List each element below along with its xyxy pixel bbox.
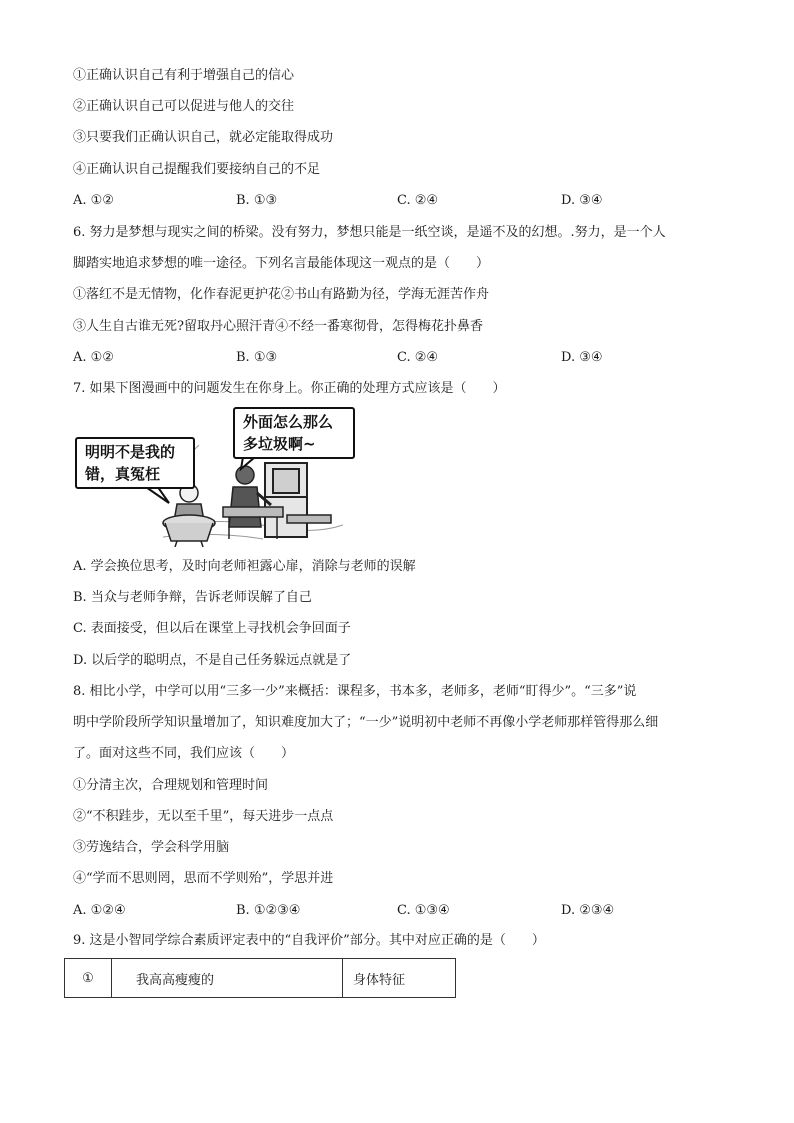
q5-item-1: ①正确认识自己有利于增强自己的信心 [73, 68, 295, 83]
q5-option-c[interactable]: C. ②④ [397, 193, 439, 208]
q8-option-d[interactable]: D. ②③④ [561, 903, 615, 918]
q6-item-2: ③人生自古谁无死?留取丹心照汗青④不经一番寒彻骨，怎得梅花扑鼻香 [73, 319, 483, 334]
q6-stem-line-2: 脚踏实地追求梦想的唯一途径。下列名言最能体现这一观点的是（ ） [73, 256, 490, 271]
q6-options [73, 349, 733, 367]
q5-option-d[interactable]: D. ③④ [561, 193, 603, 208]
q9-stem: 9. 这是小智同学综合素质评定表中的“自我评价”部分。其中对应正确的是（ ） [73, 933, 545, 948]
q8-option-a[interactable]: A. ①②④ [73, 903, 126, 918]
q5-item-4: ④正确认识自己提醒我们要接纳自己的不足 [73, 162, 321, 177]
comic-bubble-teacher: 外面怎么那么多垃圾啊~ [233, 407, 355, 459]
q8-item-2: ②“不积跬步，无以至千里”，每天进步一点点 [73, 809, 334, 824]
table-row [65, 959, 456, 998]
q6-option-d[interactable]: D. ③④ [561, 350, 603, 365]
self-evaluation-table [64, 958, 456, 998]
q5-option-b[interactable]: B. ①③ [236, 193, 278, 208]
q7-stem: 7. 如果下图漫画中的问题发生在你身上。你正确的处理方式应该是（ ） [73, 381, 506, 396]
q8-stem-line-1: 8. 相比小学，中学可以用“三多一少”来概括：课程多，书本多，老师多，老师“盯得少”。“三多”说 [73, 684, 637, 699]
q8-item-1: ①分清主次，合理规划和管理时间 [73, 778, 269, 793]
q7-option-c[interactable]: C. 表面接受，但以后在课堂上寻找机会争回面子 [73, 621, 351, 636]
q5-item-2: ②正确认识自己可以促进与他人的交往 [73, 99, 295, 114]
q6-option-a[interactable]: A. ①② [73, 350, 114, 365]
q6-option-c[interactable]: C. ②④ [397, 350, 439, 365]
q6-stem-line-1: 6. 努力是梦想与现实之间的桥梁。没有努力，梦想只能是一纸空谈，是遥不及的幻想。.努力，是一个人 [73, 225, 666, 240]
table-cell-category: 身体特征 [343, 959, 456, 998]
comic-bubble-student: 明明不是我的错，真冤枉 [75, 437, 195, 489]
table-cell-description: 我高高瘦瘦的 [112, 959, 343, 998]
q8-options [73, 902, 733, 920]
q8-item-3: ③劳逸结合，学会科学用脑 [73, 840, 230, 855]
table-cell-number: ① [65, 959, 112, 998]
q8-stem-line-3: 了。面对这些不同，我们应该（ ） [73, 746, 295, 761]
q7-option-b[interactable]: B. 当众与老师争辩，告诉老师误解了自己 [73, 590, 312, 605]
q8-option-b[interactable]: B. ①②③④ [236, 903, 301, 918]
comic-illustration [73, 407, 353, 547]
q5-options [73, 192, 733, 210]
q5-option-a[interactable]: A. ①② [73, 193, 114, 208]
q6-item-1: ①落红不是无情物，化作春泥更护花②书山有路勤为径，学海无涯苦作舟 [73, 287, 490, 302]
q8-stem-line-2: 明中学阶段所学知识量增加了，知识难度加大了；“一少”说明初中老师不再像小学老师那样管得那么细 [73, 715, 659, 730]
q5-item-3: ③只要我们正确认识自己，就必定能取得成功 [73, 130, 334, 145]
q6-option-b[interactable]: B. ①③ [236, 350, 278, 365]
q7-option-a[interactable]: A. 学会换位思考，及时向老师袒露心扉，消除与老师的误解 [73, 559, 416, 574]
q8-item-4: ④“学而不思则罔，思而不学则殆”，学思并进 [73, 871, 334, 886]
q8-option-c[interactable]: C. ①③④ [397, 903, 450, 918]
q7-option-d[interactable]: D. 以后学的聪明点，不是自己任务躲远点就是了 [73, 653, 352, 668]
